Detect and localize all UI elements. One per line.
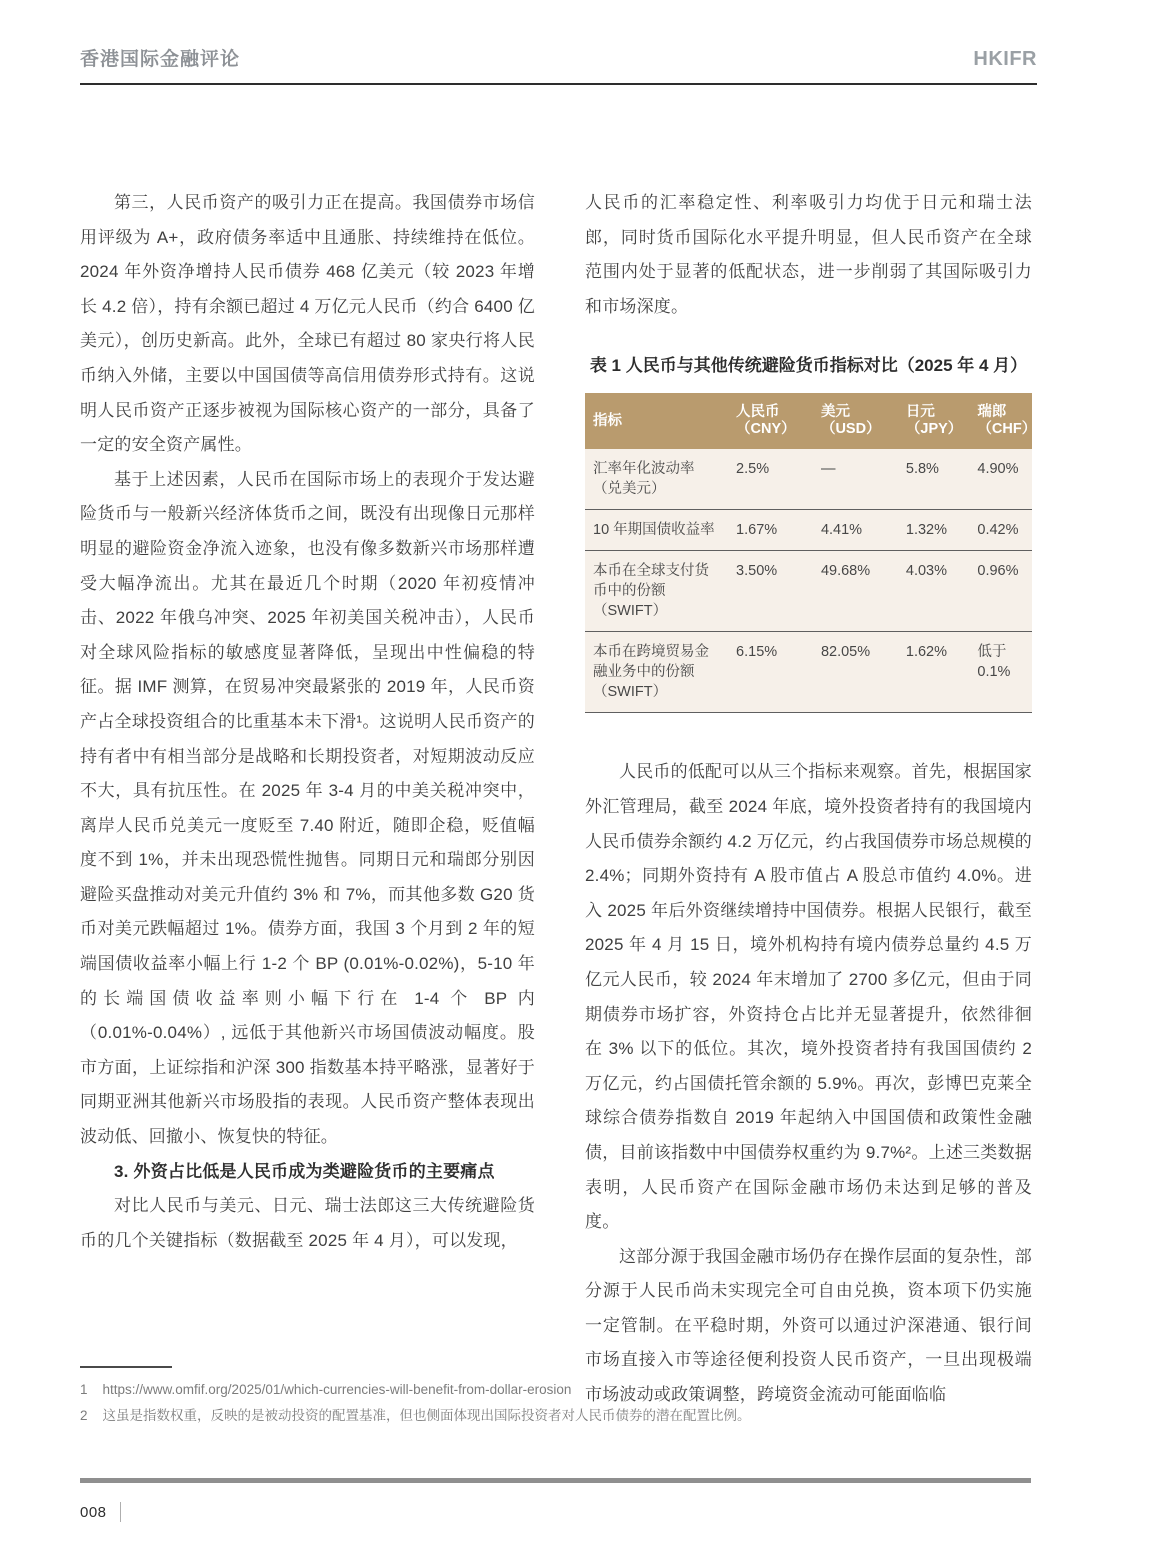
- publication-logo: HKIFR: [973, 48, 1037, 70]
- body-paragraph: 对比人民币与美元、日元、瑞士法郎这三大传统避险货币的几个关键指标（数据截至 2025 年 4 月），可以发现，: [80, 1196, 535, 1250]
- table-cell: 4.03%: [905, 563, 947, 580]
- table-cell: 1.62%: [905, 644, 947, 661]
- table-cell: 3.50%: [736, 563, 778, 580]
- table-cell: 49.68%: [820, 563, 871, 580]
- table-col-header: 美元（USD）: [813, 393, 898, 449]
- table-cell: 0.96%: [977, 563, 1019, 580]
- table-col-header: 人民币（CNY）: [728, 393, 813, 449]
- footer-page-number: [80, 1502, 121, 1522]
- body-paragraph: 基于上述因素，人民币在国际市场上的表现介于发达避险货币与一般新兴经济体货币之间，既没有出现像日元那样明显的避险资金净流入迹象，也没有像多数新兴市场那样遭受大幅净流出。尤其在最近几个时期（2020 年初疫情冲击、2022 年俄乌冲突、2025 年初美国关税冲击），人民币对全球风险指标的敏感度显著降低，呈现出中性偏稳的特征。据 IMF 测算，在贸易冲突最紧张的 2019 年，人民币资产占全球投资组合的比重基本未下滑¹。这说明人民币资产的持有者中有相当部分是战略和长期投资者，对短期波动反应不大，具有抗压性。在 2025 年 3-4 月的中美关税冲突中，离岸人民币兑美元一度贬至 7.40 附近，随即企稳，贬值幅度不到 1%，并未出现恐慌性抛售。同期日元和瑞郎分别因避险买盘推动对美元升值约 3% 和 7%，而其他多数 G20 货币对美元跌幅超过 1%。债券方面，我国 3 个月到 2 年的短端国债收益率小幅上行 1-2 个 BP (0.01%-0.02%)，5-10 年的长端国债收益率则小幅下行在 1-4 个 BP 内（0.01%-0.04%）, 远低于其他新兴市场国债波动幅度。股市方面，上证综指和沪深 300 指数基本持平略涨，显著好于同期亚洲其他新兴市场股指的表现。人民币资产整体表现出波动低、回撤小、恢复快的特征。: [80, 469, 535, 1147]
- table-cell: 汇率年化波动率（兑美元）: [593, 461, 695, 498]
- table-row: [585, 449, 1032, 510]
- left-column: [80, 186, 535, 1413]
- table-cell: 低于 0.1%: [977, 644, 1011, 681]
- body-paragraph: 这部分源于我国金融市场仍存在操作层面的复杂性，部分源于人民币尚未实现完全可自由兑换，资本项下仍实施一定管制。在平稳时期，外资可以通过沪深港通、银行间市场直接入市等途径便利投资人民币资产，一旦出现极端市场波动或政策调整，跨境资金流动可能面临临: [585, 1246, 1032, 1405]
- table-cell: 4.41%: [820, 522, 863, 539]
- footnote-text: https://www.omfif.org/2025/01/which-currencies-will-benefit-from-dollar-erosion: [102, 1382, 572, 1397]
- table-row: [585, 510, 1032, 551]
- footnote-marker: 2: [80, 1408, 88, 1423]
- currency-comparison-table: [585, 393, 1037, 713]
- right-column: [585, 186, 1037, 1413]
- table-cell: 10 年期国债收益率: [593, 522, 715, 539]
- table-cell: —: [820, 461, 836, 478]
- table-cell: 1.67%: [736, 522, 778, 539]
- table-cell: 1.32%: [905, 522, 947, 539]
- page-header: [80, 44, 1037, 85]
- table-cell: 本币在全球支付货币中的份额（SWIFT）: [593, 563, 709, 620]
- table-cell: 0.42%: [977, 522, 1019, 539]
- footnote-marker: 1: [80, 1382, 88, 1397]
- page-number: 008: [80, 1503, 107, 1521]
- table-col-header: 瑞郎（CHF）: [969, 393, 1032, 449]
- footnote-text: 这虽是指数权重，反映的是被动投资的配置基准，但也侧面体现出国际投资者对人民币债券的潜在配置比例。: [102, 1408, 751, 1423]
- footnote-item: [80, 1377, 1000, 1403]
- table-cell: 5.8%: [905, 461, 939, 478]
- table-row: [585, 632, 1032, 713]
- footnote-item: [80, 1403, 1000, 1429]
- table-row: [585, 551, 1032, 632]
- publication-title: 香港国际金融评论: [80, 49, 241, 70]
- table-col-header: 日元（JPY）: [898, 393, 970, 449]
- table-title: 表 1 人民币与其他传统避险货币指标对比（2025 年 4 月）: [589, 356, 1028, 376]
- footnotes-section: [80, 1366, 1000, 1429]
- footnote-divider: [80, 1366, 172, 1368]
- table-header-row: [585, 393, 1032, 449]
- table-cell: 本币在跨境贸易金融业务中的份额（SWIFT）: [593, 644, 709, 701]
- section-heading: 3. 外资占比低是人民币成为类避险货币的主要痛点: [114, 1161, 495, 1181]
- table-cell: 4.90%: [977, 461, 1019, 478]
- table-col-header: 指标: [585, 393, 728, 449]
- body-paragraph: 人民币的低配可以从三个指标来观察。首先，根据国家外汇管理局，截至 2024 年底，境外投资者持有的我国境内人民币债券余额约 4.2 万亿元，约占我国债券市场总规模的 2.4%；同期外资持有 A 股市值占 A 股总市值约 4.0%。进入 2025 年后外资继续增持中国债券。根据人民银行，截至 2025 年 4 月 15 日，境外机构持有境内债券总量约 4.5 万亿元人民币，较 2024 年末增加了 2700 多亿元，但由于同期债券市场扩容，外资持仓占比并无显著提升，依然徘徊在 3% 以下的低位。其次，境外投资者持有我国国债约 2 万亿元，约占国债托管余额的 5.9%。再次，彭博巴克莱全球综合债券指数自 2019 年起纳入中国国债和政策性金融债，目前该指数中中国债券权重约为 9.7%²。上述三类数据表明，人民币资产在国际金融市场仍未达到足够的普及度。: [585, 762, 1032, 1232]
- table-cell: 6.15%: [736, 644, 778, 661]
- body-paragraph: 第三，人民币资产的吸引力正在提高。我国债券市场信用评级为 A+，政府债务率适中且通胀、持续维持在低位。2024 年外资净增持人民币债券 468 亿美元（较 2023 年增长 4.2 倍），持有余额已超过 4 万亿元人民币（约合 6400 亿美元），创历史新高。此外，全球已有超过 80 家央行将人民币纳入外储，主要以中国国债等高信用债券形式持有。这说明人民币资产正逐步被视为国际核心资产的一部分，具备了一定的安全资产属性。: [80, 193, 535, 455]
- table-cell: 82.05%: [820, 644, 871, 661]
- body-paragraph: 人民币的汇率稳定性、利率吸引力均优于日元和瑞士法郎，同时货币国际化水平提升明显，但人民币资产在全球范围内处于显著的低配状态，进一步削弱了其国际吸引力和市场深度。: [585, 193, 1032, 316]
- footer-bar: [80, 1478, 1031, 1483]
- page-content: [80, 186, 1037, 1413]
- page-number-divider: [120, 1502, 121, 1522]
- table-cell: 2.5%: [736, 461, 770, 478]
